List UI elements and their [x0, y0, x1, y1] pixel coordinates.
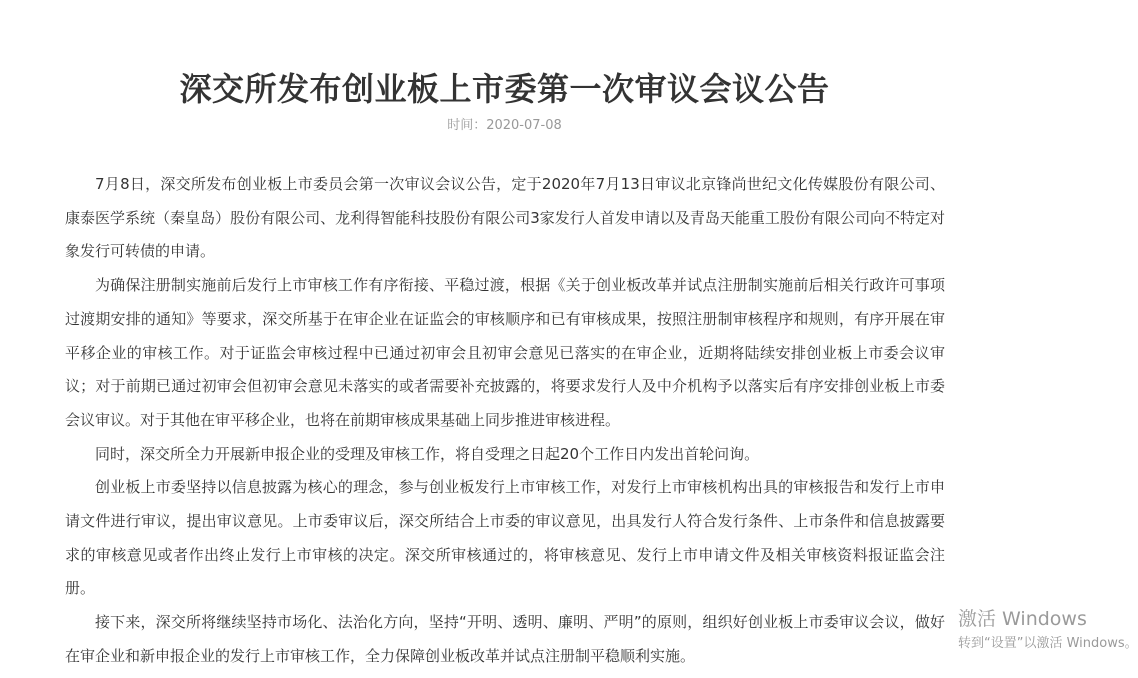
- time-label: 时间：: [447, 118, 487, 133]
- publish-date: 2020-07-08: [486, 118, 562, 133]
- publish-time: [0, 116, 1009, 136]
- article-paragraph-4: 创业板上市委坚持以信息披露为核心的理念，参与创业板发行上市审核工作，对发行上市审核机构出具的审核报告和发行上市申请文件进行审议，提出审议意见。上市委审议后，深交所结合上市委的审议意见，出具发行人符合发行条件、上市条件和信息披露要求的审核意见或者作出终止发行上市审核的决定。深交所审核通过的，将审核意见、发行上市申请文件及相关审核资料报证监会注册。: [65, 478, 945, 598]
- article-paragraph-2: 为确保注册制实施前后发行上市审核工作有序衔接、平稳过渡，根据《关于创业板改革并试点注册制实施前后相关行政许可事项过渡期安排的通知》等要求，深交所基于在审企业在证监会的审核顺序和已有审核成果，按照注册制审核程序和规则，有序开展在审平移企业的审核工作。对于证监会审核过程中已通过初审会且初审会意见已落实的在审企业，近期将陆续安排创业板上市委会议审议；对于前期已通过初审会但初审会意见未落实的或者需要补充披露的，将要求发行人及中介机构予以落实后有序安排创业板上市委会议审议。对于其他在审平移企业，也将在前期审核成果基础上同步推进审核进程。: [65, 276, 945, 429]
- article-paragraph-1: 7月8日，深交所发布创业板上市委员会第一次审议会议公告，定于2020年7月13日审议北京锋尚世纪文化传媒股份有限公司、康泰医学系统（秦皇岛）股份有限公司、龙利得智能科技股份有限公司3家发行人首发申请以及青岛天能重工股份有限公司向不特定对象发行可转债的申请。: [65, 175, 945, 261]
- watermark-title: 激活 Windows: [958, 608, 1087, 630]
- article-body: [65, 168, 945, 674]
- watermark-hint: 转到“设置”以激活 Windows。: [958, 636, 1138, 651]
- windows-activation-watermark: [958, 606, 1138, 654]
- article-paragraph-3: 同时，深交所全力开展新申报企业的受理及审核工作，将自受理之日起20个工作日内发出首轮问询。: [95, 444, 760, 463]
- article-title: 深交所发布创业板上市委第一次审议会议公告: [179, 70, 830, 109]
- article-paragraph-5: 接下来，深交所将继续坚持市场化、法治化方向，坚持“开明、透明、廉明、严明”的原则，组织好创业板上市委审议会议，做好在审企业和新申报企业的发行上市审核工作，全力保障创业板改革并试点注册制平稳顺利实施。: [65, 613, 945, 665]
